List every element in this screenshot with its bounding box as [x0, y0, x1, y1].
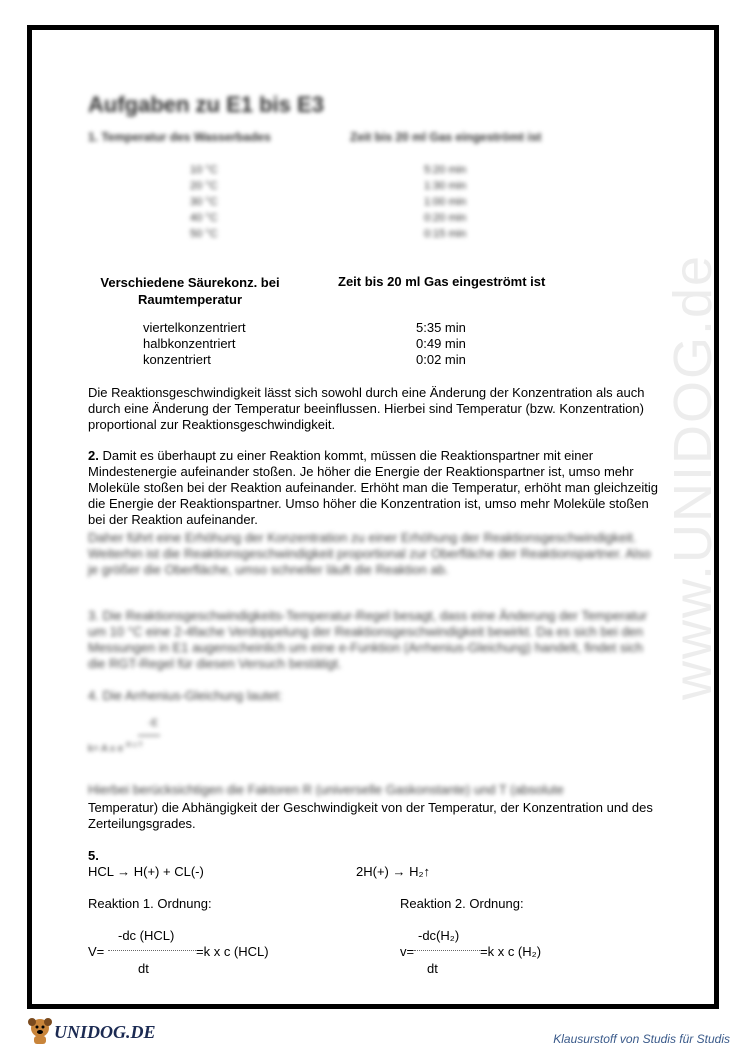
watermark: www.UNIDOG.de: [663, 253, 723, 700]
temperature-value: 10 °C: [190, 164, 218, 176]
time-column: [424, 162, 466, 242]
acid-name: viertelkonzentriert: [143, 320, 246, 335]
paragraph-1: Die Reaktionsgeschwindigkeit lässt sich sowohl durch eine Änderung der Konzentration als auch durch eine Änderung der Temperatur beeinflussen. Hierbei sind Temperatur (bzw. Konzentration) proportional zur Reaktionsgeschwindigkeit.: [88, 385, 645, 432]
section3-text: 3. Die Reaktionsgeschwindigkeits-Temperatur-Regel besagt, dass eine Änderung der Temperatur um 10 °C eine 2-4fache Verdoppelung der Reaktionsgeschwindigkeit bewirkt. Da es sich bei den Messungen in E1 augenscheinlich um eine e-Funktion (Arrhenius-Gleichung) handelt, findet sich die RGT-Regel für diesen Versuch bestätigt.: [88, 608, 648, 671]
time-value: 1:30 min: [424, 180, 467, 192]
footer-slogan: Klausurstoff von Studis für Studis: [553, 1032, 730, 1046]
eq1-rhs: =k x c (HCL): [196, 944, 269, 959]
acid-names: [143, 320, 246, 368]
acid-time: 0:02 min: [416, 352, 466, 367]
section2-body: Damit es überhaupt zu einer Reaktion kommt, müssen die Reaktionspartner mit einer Mindestenergie aufeinander stoßen. Je höher die Energie der Reaktionspartner ist, umso mehr Moleküle stoßen bei der Reaktion aufeinander. Erhöht man die Temperatur, erhöht man gleichzeitig die Energie der Reaktionspartner. Umso höher die Konzentration ist, umso mehr Moleküle stoßen bei der Reaktion aufeinander.: [88, 448, 658, 527]
arrhenius-formula: [88, 718, 160, 754]
temperature-value: 20 °C: [190, 180, 218, 192]
acid-times: [416, 320, 466, 368]
logo-text: UNIDOG.DE: [54, 1022, 156, 1042]
reaction-2: 2H(+) → H₂↑: [356, 864, 431, 879]
acid-name: halbkonzentriert: [143, 336, 236, 351]
eq2-numerator: -dc(H₂): [418, 928, 460, 943]
formula-main: k= A x e: [88, 743, 124, 755]
eq2-lhs: v=: [400, 944, 415, 959]
eq2-rhs: =k x c (H₂): [480, 944, 542, 959]
formula-divider: [138, 735, 160, 736]
temperature-value: 40 °C: [190, 212, 218, 224]
section5-number: 5.: [88, 848, 99, 863]
temperature-column: [190, 162, 218, 242]
eq2-denominator: dt: [427, 961, 438, 976]
temperature-value: 30 °C: [190, 196, 218, 208]
reaction-1: HCL → H(+) + CL(-): [88, 864, 204, 879]
dog-icon: [26, 1016, 54, 1046]
temperature-value: 50 °C: [190, 228, 218, 240]
eq1-denominator: dt: [138, 961, 149, 976]
acid-time: 0:49 min: [416, 336, 466, 351]
time-value: 1:00 min: [424, 196, 467, 208]
section4-tail: Temperatur) die Abhängigkeit der Geschwindigkeit von der Temperatur, der Konzentration und des Zerteilungsgrades.: [88, 800, 653, 831]
eq2-fraction-line: [414, 950, 480, 951]
time-value: 5:20 min: [424, 164, 467, 176]
time-value: 0:15 min: [424, 228, 467, 240]
section1-header-left: 1. Temperatur des Wasserbades: [88, 130, 271, 144]
section4-text: 4. Die Arrhenius-Gleichung lautet:: [88, 688, 283, 703]
time-value: 0:20 min: [424, 212, 467, 224]
acid-name: konzentriert: [143, 352, 211, 367]
acid-header-right: Zeit bis 20 ml Gas eingeströmt ist: [338, 274, 546, 289]
page-title: Aufgaben zu E1 bis E3: [88, 92, 324, 117]
section2-text: [88, 448, 663, 528]
acid-header-left: Verschiedene Säurekonz. bei Raumtemperatur: [100, 275, 280, 307]
eq1-lhs: V=: [88, 944, 105, 959]
eq1-fraction-line: [108, 950, 196, 951]
formula-exponent-top: -E: [148, 718, 158, 729]
order-1-label: Reaktion 1. Ordnung:: [88, 896, 212, 911]
acid-time: 5:35 min: [416, 320, 466, 335]
section2-blurred: Daher führt eine Erhöhung der Konzentration zu einer Erhöhung der Reaktionsgeschwindigkeit. Weiterhin ist die Reaktionsgeschwindigkeit proportional zur Oberfläche der Reaktionspartner. Also je größer die Oberfläche, umso schneller läuft die Reaktion ab.: [88, 530, 651, 577]
unidog-logo[interactable]: [26, 1016, 156, 1050]
section4-blurred-line: Hierbei berücksichtigen die Faktoren R (universelle Gaskonstante) und T (absolute: [88, 782, 564, 797]
order-2-label: Reaktion 2. Ordnung:: [400, 896, 524, 911]
formula-exponent-bottom: R x T: [126, 742, 143, 749]
section2-number: 2.: [88, 448, 99, 463]
section1-header-right: Zeit bis 20 ml Gas eingeströmt ist: [350, 130, 542, 144]
eq1-numerator: -dc (HCL): [118, 928, 175, 943]
